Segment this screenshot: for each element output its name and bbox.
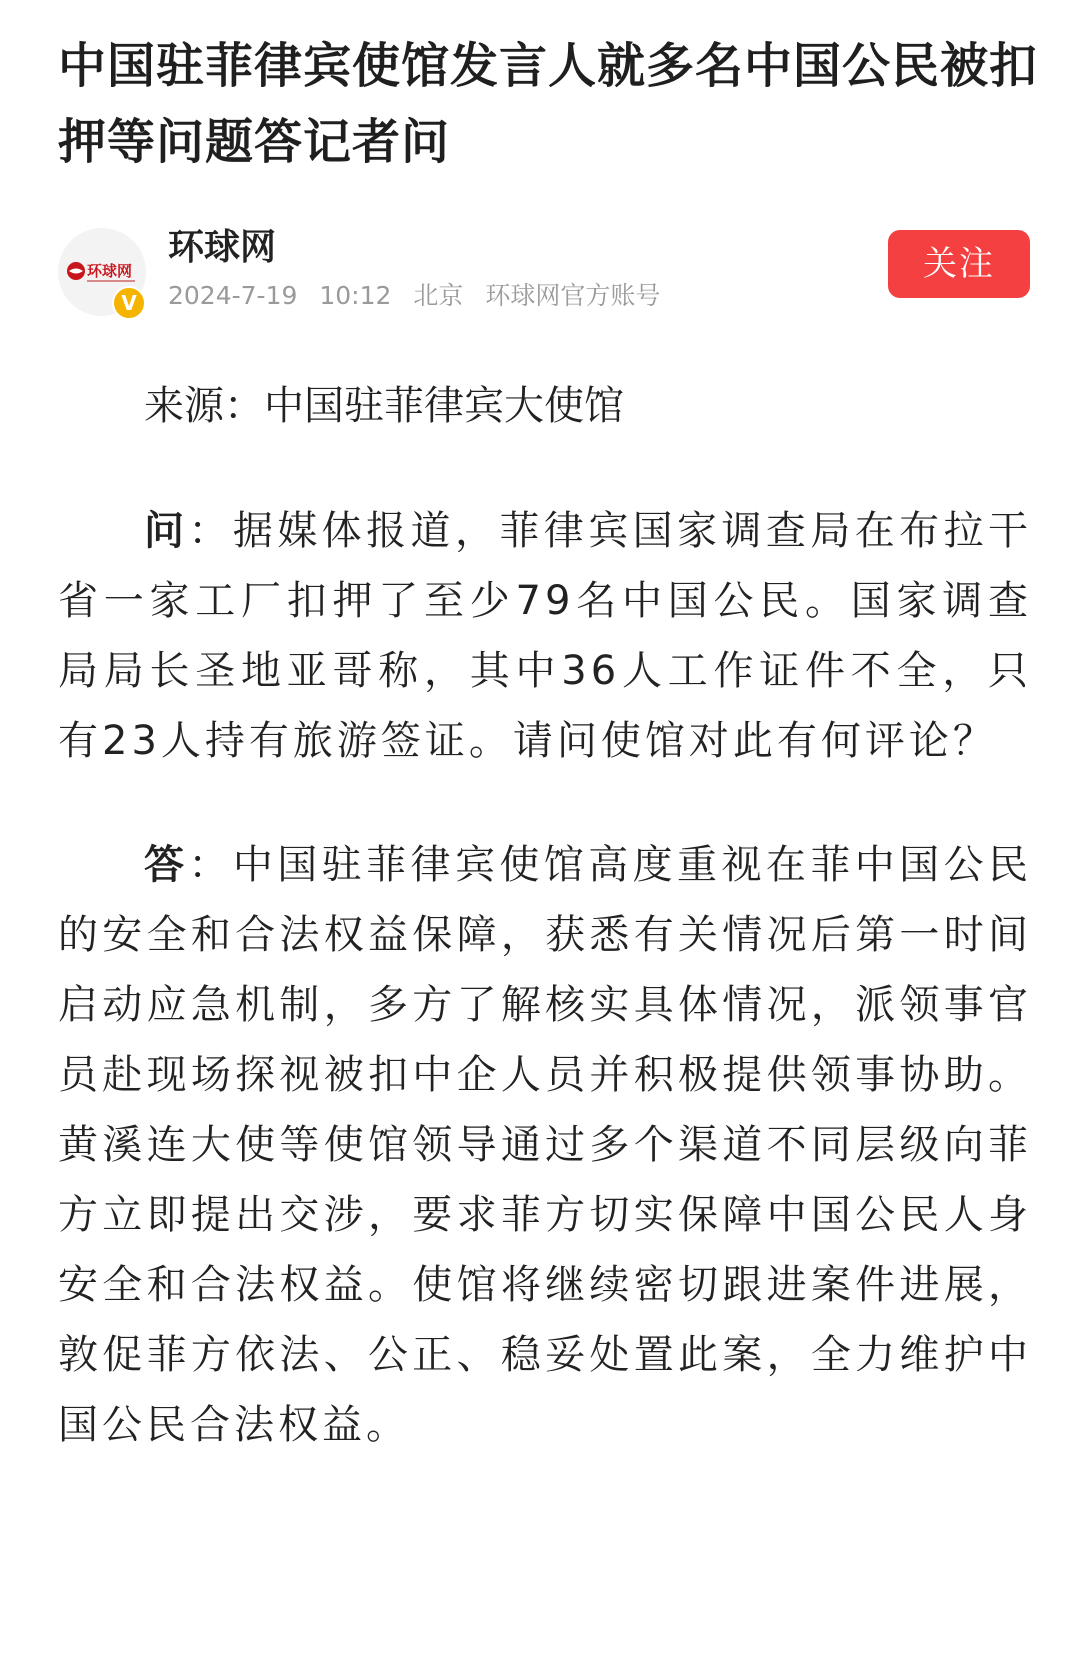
author-row — [58, 224, 1032, 324]
answer-text: ：中国驻菲律宾使馆高度重视在菲中国公民的安全和合法权益保障，获悉有关情况后第一时间启动应急机制，多方了解核实具体情况，派领事官员赴现场探视被扣中企人员并积极提供领事协助。黄溪连大使等使馆领导通过多个渠道不同层级向菲方立即提出交涉，要求菲方切实保障中国公民人身安全和合法权益。使馆将继续密切跟进案件进展，敦促菲方依法、公正、稳妥处置此案，全力维护中国公民合法权益。 — [58, 842, 1033, 1448]
article-body — [58, 378, 1032, 1460]
question-text: ：据媒体报道，菲律宾国家调查局在布拉干省一家工厂扣押了至少79名中国公民。国家调查局局长圣地亚哥称，其中36人工作证件不全，只有23人持有旅游签证。请问使馆对此有何评论？ — [58, 508, 1033, 764]
account-type: 环球网官方账号 — [485, 281, 661, 310]
follow-button[interactable]: 关注 — [888, 230, 1030, 298]
source-line: 来源：中国驻菲律宾大使馆 — [144, 383, 624, 429]
post-meta — [168, 280, 674, 312]
article-title: 中国驻菲律宾使馆发言人就多名中国公民被扣押等问题答记者问 — [58, 38, 1039, 170]
verified-badge-icon: V — [112, 286, 146, 320]
question-paragraph — [58, 496, 1032, 776]
author-name[interactable]: 环球网 — [168, 227, 277, 268]
post-location: 北京 — [413, 281, 464, 310]
answer-paragraph — [58, 830, 1032, 1460]
author-avatar[interactable] — [58, 228, 146, 316]
post-time: 10:12 — [319, 281, 392, 310]
answer-label: 答 — [144, 842, 189, 888]
logo-text: 环球网 — [87, 262, 133, 280]
post-date: 2024-7-19 — [168, 281, 298, 310]
huanqiu-logo-icon — [66, 256, 138, 286]
question-label: 问 — [144, 508, 189, 554]
